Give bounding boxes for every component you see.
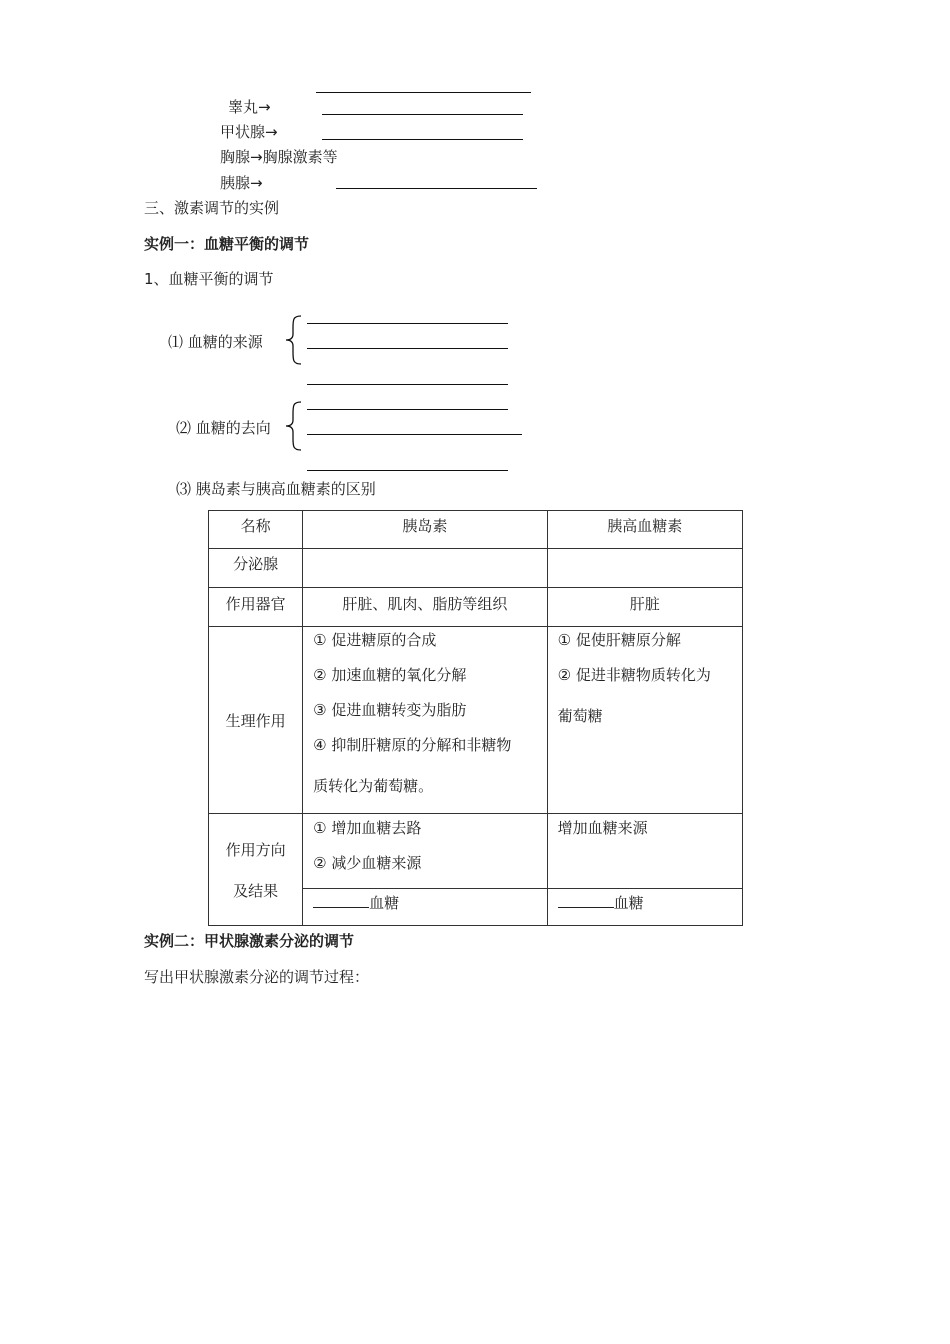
table-header-cell: 胰高血糖素 xyxy=(547,511,742,549)
list-item: ① 增加血糖去路 xyxy=(313,819,422,837)
blank-line[interactable] xyxy=(336,188,537,189)
list-item: ① 促使肝糖原分解 xyxy=(557,631,681,649)
list-item: 质转化为葡萄糖。 xyxy=(313,777,434,795)
blank-line[interactable] xyxy=(322,139,523,140)
table-header-row xyxy=(209,511,743,549)
table-header-cell: 名称 xyxy=(209,511,303,549)
table-cell xyxy=(547,627,742,814)
blank-line[interactable] xyxy=(322,114,523,115)
table-row xyxy=(209,588,743,627)
gland-thyroid: 甲状腺→ xyxy=(220,123,278,141)
destinations-label: ⑵ 血糖的去向 xyxy=(176,419,271,437)
result-cell[interactable] xyxy=(303,889,547,926)
result-cell[interactable] xyxy=(547,889,742,926)
list-item: ② 促进非糖物质转化为 xyxy=(557,666,711,684)
table-row xyxy=(209,627,743,814)
difference-label: ⑶ 胰岛素与胰高血糖素的区别 xyxy=(176,480,376,498)
sources-label: ⑴ 血糖的来源 xyxy=(168,333,263,351)
blank-line[interactable] xyxy=(558,895,614,908)
table-row xyxy=(209,549,743,588)
row-label: 作用器官 xyxy=(209,588,303,627)
row-label: 生理作用 xyxy=(209,627,303,814)
table-cell xyxy=(303,814,547,889)
gland-pancreas: 胰腺→ xyxy=(220,174,263,192)
result-label: 血糖 xyxy=(369,894,400,912)
left-brace-icon xyxy=(284,400,304,452)
left-brace-icon xyxy=(284,314,304,366)
example1-title: 实例一：血糖平衡的调节 xyxy=(144,235,310,253)
item1-title: 1、血糖平衡的调节 xyxy=(144,270,274,288)
table-row xyxy=(209,814,743,889)
example2-title: 实例二：甲状腺激素分泌的调节 xyxy=(144,932,355,950)
blank-line[interactable] xyxy=(316,92,531,93)
list-item: 增加血糖来源 xyxy=(557,819,648,837)
table-header-cell: 胰岛素 xyxy=(303,511,547,549)
section-title: 三、激素调节的实例 xyxy=(144,199,280,217)
list-item: ② 减少血糖来源 xyxy=(313,854,422,872)
result-label: 血糖 xyxy=(613,894,644,912)
blank-line[interactable] xyxy=(307,384,508,385)
blank-line[interactable] xyxy=(307,434,522,435)
blank-cell[interactable] xyxy=(547,549,742,588)
table-cell: 肝脏、肌肉、脂肪等组织 xyxy=(303,588,547,627)
gland-thymus: 胸腺→胸腺激素等 xyxy=(220,148,338,166)
example2-prompt: 写出甲状腺激素分泌的调节过程： xyxy=(144,968,370,986)
table-cell xyxy=(547,814,742,889)
gland-testis: 睾丸→ xyxy=(228,98,271,116)
blank-cell[interactable] xyxy=(303,549,547,588)
list-item: ④ 抑制肝糖原的分解和非糖物 xyxy=(313,736,512,754)
row-label: 分泌腺 xyxy=(209,549,303,588)
blank-line[interactable] xyxy=(307,348,508,349)
comparison-table xyxy=(208,510,743,926)
table-cell xyxy=(303,627,547,814)
blank-line[interactable] xyxy=(307,470,508,471)
table-cell: 肝脏 xyxy=(547,588,742,627)
list-item: ① 促进糖原的合成 xyxy=(313,631,437,649)
row-label: 作用方向 及结果 xyxy=(209,814,303,926)
blank-line[interactable] xyxy=(307,409,508,410)
list-item: ② 加速血糖的氧化分解 xyxy=(313,666,467,684)
list-item: 葡萄糖 xyxy=(557,707,603,725)
blank-line[interactable] xyxy=(313,895,369,908)
blank-line[interactable] xyxy=(307,323,508,324)
list-item: ③ 促进血糖转变为脂肪 xyxy=(313,701,467,719)
